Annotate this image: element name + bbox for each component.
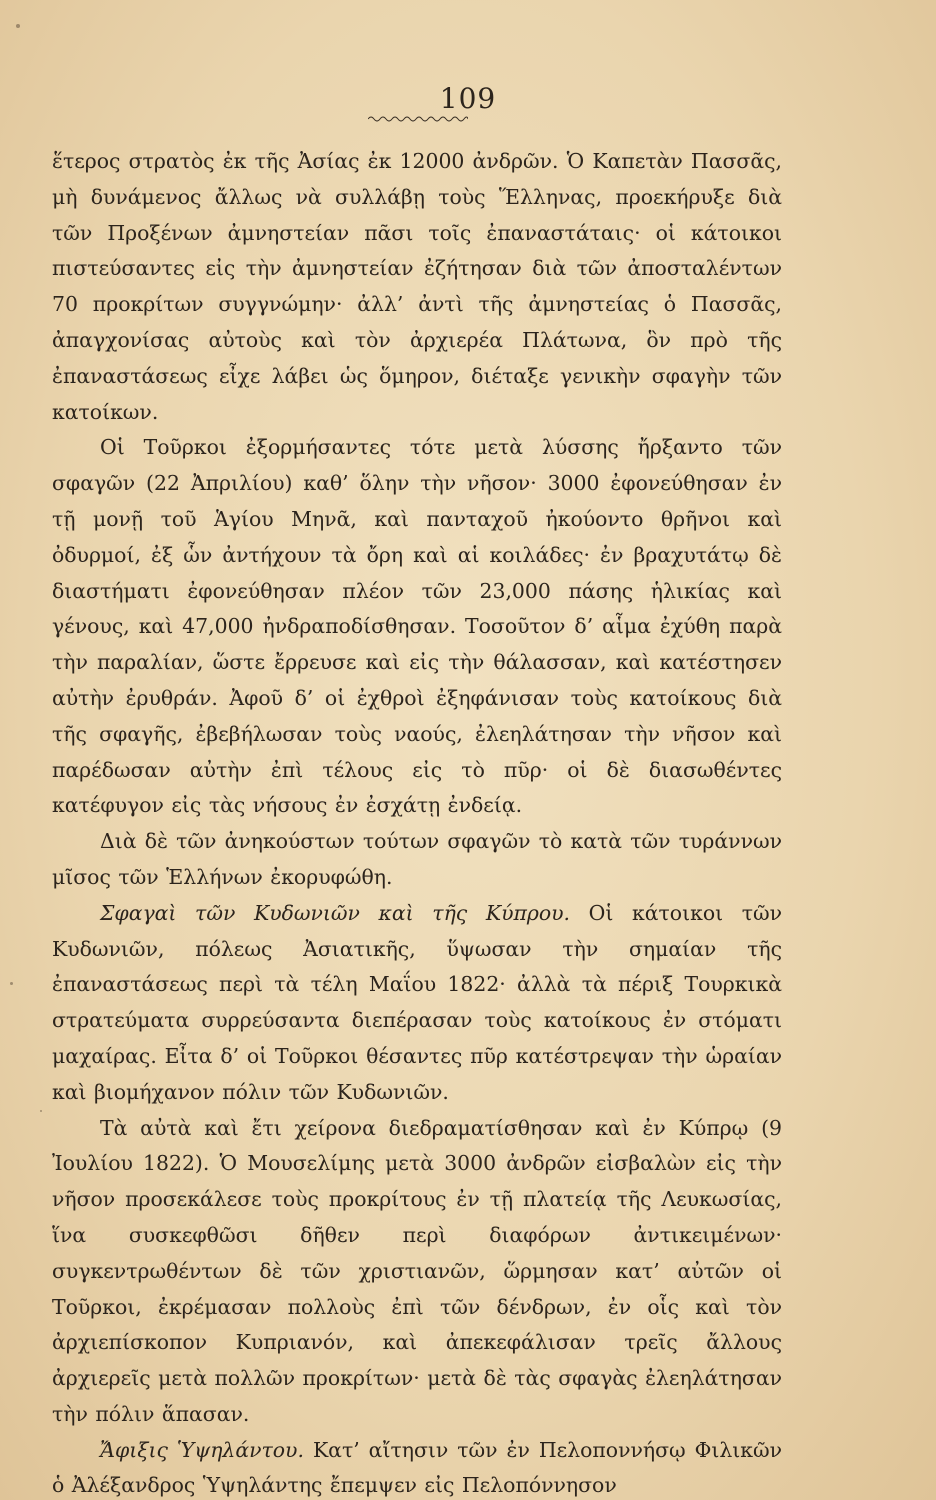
section-heading: Σφαγαὶ τῶν Κυδωνιῶν καὶ τῆς Κύπρου. bbox=[100, 900, 571, 925]
page-number: 109 bbox=[439, 82, 497, 115]
section-heading: Ἄφιξις Ὑψηλάντου. bbox=[100, 1437, 304, 1462]
paragraph bbox=[52, 1111, 782, 1433]
paragraph-text: Οἱ Τοῦρκοι ἐξορμήσαντες τότε μετὰ λύσσης ἤρξαντο τῶν σφαγῶν (22 Ἀπριλίου) καθ’ ὅλην τὴν νῆσον· 3000 ἐφονεύθησαν ἐν τῇ μονῇ τοῦ Ἁγίου Μηνᾶ, καὶ πανταχοῦ ἠκούοντο θρῆνοι καὶ ὀδυρμοί, ἐξ ὧν ἀντήχουν τὰ ὄρη καὶ αἱ κοιλάδες· ἐν βραχυτάτῳ δὲ διαστήματι ἐφονεύθησαν πλέον τῶν 23,000 πάσης ἡλικίας καὶ γένους, καὶ 47,000 ἠνδραποδίσθησαν. Τοσοῦτον δ’ αἷμα ἐχύθη παρὰ τὴν παραλίαν, ὥστε ἔρρευσε καὶ εἰς τὴν θάλασσαν, καὶ κατέστησεν αὐτὴν ἐρυθράν. Ἀφοῦ δ’ οἱ ἐχθροὶ ἐξηφάνισαν τοὺς κατοίκους διὰ τῆς σφαγῆς, ἐβεβήλωσαν τοὺς ναούς, ἐλεηλάτησαν τὴν νῆσον καὶ παρέδωσαν αὐτὴν ἐπὶ τέλους εἰς τὸ πῦρ· οἱ δὲ διασωθέντες κατέφυγον εἰς τὰς νήσους ἐν ἐσχάτῃ ἐνδείᾳ. bbox=[52, 435, 782, 818]
paragraph-text: Κατ’ αἴτησιν τῶν ἐν Πελοποννήσῳ Φιλικῶν ὁ Ἀλέξανδρος Ὑψηλάντης ἔπεμψεν εἰς Πελοπόννησον bbox=[52, 1437, 783, 1498]
paragraph-text: ἕτερος στρατὸς ἐκ τῆς Ἀσίας ἐκ 12000 ἀνδρῶν. Ὁ Καπετὰν Πασσᾶς, μὴ δυνάμενος ἄλλως νὰ συλλάβῃ τοὺς Ἕλληνας, προεκήρυξε διὰ τῶν Προξένων ἀμνηστείαν πᾶσι τοῖς ἐπαναστάταις· οἱ κάτοικοι πιστεύσαντες εἰς τὴν ἀμνηστείαν ἐζήτησαν διὰ τῶν ἀποσταλέντων 70 προκρίτων συγγνώμην· ἀλλ’ ἀντὶ τῆς ἀμνηστείας ὁ Πασσᾶς, ἀπαγχονίσας αὐτοὺς καὶ τὸν ἀρχιερέα Πλάτωνα, ὃν πρὸ τῆς ἐπαναστάσεως εἶχε λάβει ὡς ὅμηρον, διέταξε γενικὴν σφαγὴν τῶν κατοίκων. bbox=[52, 149, 782, 424]
ink-speck bbox=[10, 982, 13, 985]
paragraph-text: Διὰ δὲ τῶν ἀνηκούστων τούτων σφαγῶν τὸ κατὰ τῶν τυράννων μῖσος τῶν Ἑλλήνων ἐκορυφώθη. bbox=[52, 829, 782, 889]
paragraph bbox=[52, 144, 782, 430]
ink-speck bbox=[16, 24, 20, 28]
paragraph-text: Οἱ κάτοικοι τῶν Κυδωνιῶν, πόλεως Ἀσιατικῆς, ὕψωσαν τὴν σημαίαν τῆς ἐπαναστάσεως περὶ τὰ τέλη Μαΐου 1822· ἀλλὰ τὰ πέριξ Τουρκικὰ στρατεύματα συρρεύσαντα διεπέρασαν τοὺς κατοίκους ἐν στόματι μαχαίρας. Εἶτα δ’ οἱ Τοῦρκοι θέσαντες πῦρ κατέστρεψαν τὴν ὡραίαν καὶ βιομήχανον πόλιν τῶν Κυδωνιῶν. bbox=[52, 900, 783, 1104]
paragraph-text: Τὰ αὐτὰ καὶ ἔτι χείρονα διεδραματίσθησαν καὶ ἐν Κύπρῳ (9 Ἰουλίου 1822). Ὁ Μουσελίμης μετὰ 3000 ἀνδρῶν εἰσβαλὼν εἰς τὴν νῆσον προσεκάλεσε τοὺς προκρίτους ἐν τῇ πλατείᾳ τῆς Λευκωσίας, ἵνα συσκεφθῶσι δῆθεν περὶ διαφόρων ἀντικειμένων· συγκεντρωθέντων δὲ τῶν χριστιανῶν, ὥρμησαν κατ’ αὐτῶν οἱ Τοῦρκοι, ἐκρέμασαν πολλοὺς ἐπὶ τῶν δένδρων, ἐν οἷς καὶ τὸν ἀρχιεπίσκοπον Κυπριανόν, καὶ ἀπεκεφάλισαν τρεῖς ἄλλους ἀρχιερεῖς μετὰ πολλῶν προκρίτων· μετὰ δὲ τὰς σφαγὰς ἐλεηλάτησαν τὴν πόλιν ἅπασαν. bbox=[52, 1115, 782, 1426]
ink-speck bbox=[40, 1110, 42, 1112]
paragraph bbox=[52, 824, 782, 896]
paragraph bbox=[52, 1433, 782, 1500]
body-text bbox=[52, 144, 782, 1500]
wavy-rule-ornament bbox=[368, 114, 468, 124]
paragraph bbox=[52, 430, 782, 824]
paragraph bbox=[52, 896, 782, 1111]
